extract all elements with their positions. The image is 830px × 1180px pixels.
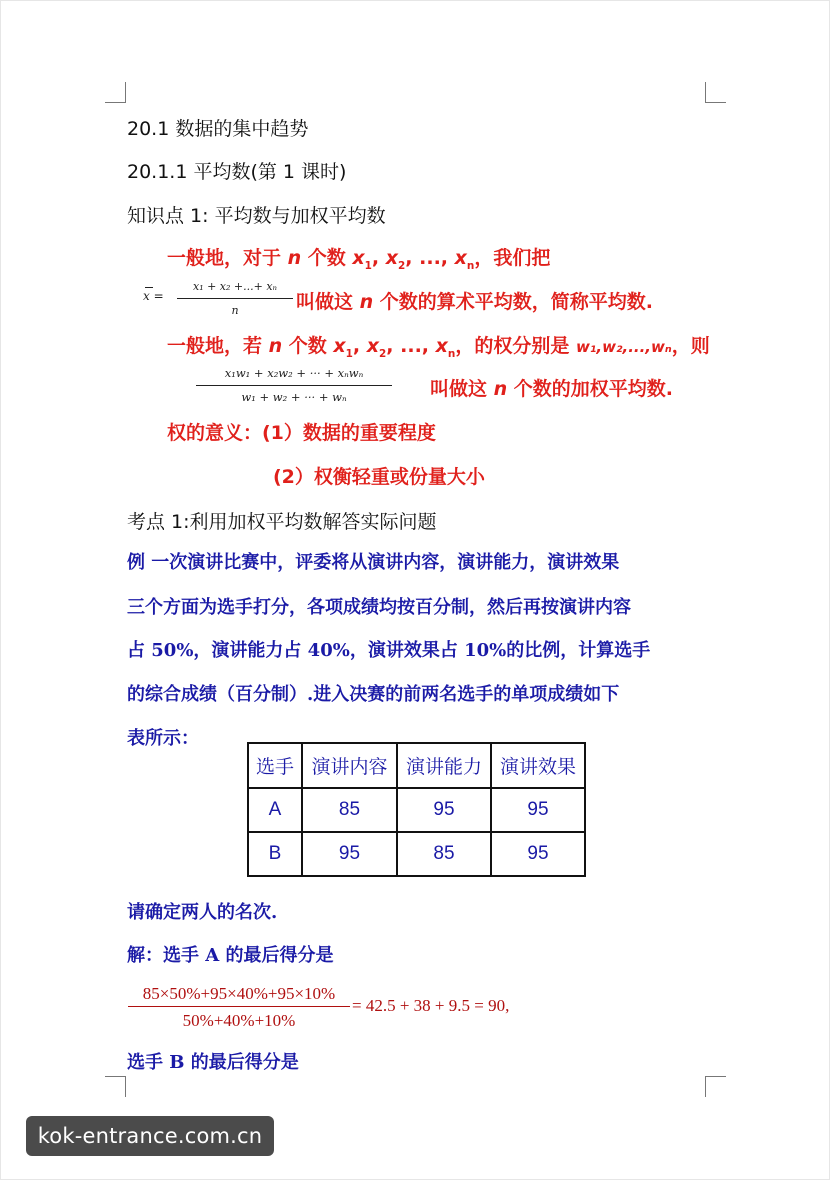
example-line: 三个方面为选手打分，各项成绩均按百分制，然后再按演讲内容 bbox=[127, 597, 631, 618]
fraction-bar bbox=[177, 298, 293, 299]
example-line: 的综合成绩（百分制）.进入决赛的前两名选手的单项成绩如下 bbox=[127, 684, 620, 705]
text: 一般地，对于 bbox=[167, 247, 288, 269]
table-header-row bbox=[248, 743, 585, 788]
table-cell: 95 bbox=[491, 788, 585, 832]
table-row bbox=[248, 788, 585, 832]
mean-formula-denominator: n bbox=[231, 304, 239, 317]
example-line: 占 50%，演讲能力占 40%，演讲效果占 10%的比例，计算选手 bbox=[127, 640, 651, 661]
var-x1: x bbox=[333, 335, 346, 357]
weighted-formula-denominator: w₁ + w₂ + ··· + wₙ bbox=[241, 390, 347, 404]
var-xn: x bbox=[435, 335, 448, 357]
knowledge-point-title: 知识点 1: 平均数与加权平均数 bbox=[127, 205, 386, 227]
example-line: 表所示： bbox=[127, 728, 199, 749]
text: 叫做这 bbox=[296, 291, 360, 313]
text: 个数 bbox=[301, 247, 353, 269]
text: 个数的加权平均数. bbox=[507, 378, 673, 400]
mean-formula-lhs: x = bbox=[143, 289, 164, 303]
table-cell: 95 bbox=[397, 788, 491, 832]
var-n: n bbox=[359, 291, 374, 313]
mean-formula-numerator: x₁ + x₂ +...+ xₙ bbox=[192, 280, 277, 293]
weight-meaning-2: (2）权衡轻重或份量大小 bbox=[273, 466, 485, 488]
table-cell: 85 bbox=[302, 788, 397, 832]
exam-point-title: 考点 1:利用加权平均数解答实际问题 bbox=[127, 511, 437, 533]
question-line: 请确定两人的名次. bbox=[127, 902, 278, 923]
var-x2: x bbox=[366, 335, 380, 357]
table-cell: 95 bbox=[491, 832, 585, 876]
calc-denominator: 50%+40%+10% bbox=[182, 1011, 296, 1030]
calc-numerator: 85×50%+95×40%+95×10% bbox=[142, 984, 336, 1003]
table-row bbox=[248, 832, 585, 876]
text: ，则 bbox=[671, 335, 710, 357]
table-cell: A bbox=[248, 788, 302, 832]
var-n: n bbox=[287, 247, 302, 269]
var-xn: x bbox=[454, 247, 467, 269]
table-cell: 85 bbox=[397, 832, 491, 876]
solution-line: 解：选手 A 的最后得分是 bbox=[127, 945, 334, 966]
crop-mark-top-right bbox=[705, 82, 726, 103]
crop-mark-top-left bbox=[105, 82, 126, 103]
table-header-cell: 演讲能力 bbox=[397, 743, 491, 788]
score-table bbox=[247, 742, 586, 877]
crop-mark-bottom-right bbox=[705, 1076, 726, 1097]
table-header-cell: 演讲效果 bbox=[491, 743, 585, 788]
general-definition-line-1: 一般地，对于 n 个数 $x_1$, $x_2$, ..., $x_n$，我们把 bbox=[167, 247, 551, 272]
weight-meaning-1: 权的意义：(1）数据的重要程度 bbox=[167, 422, 436, 444]
text: 一般地，若 bbox=[167, 335, 269, 357]
table-cell: B bbox=[248, 832, 302, 876]
general-definition-line-2: 一般地，若 n 个数 $x_1$, $x_2$, ..., $x_n$，的权分别是 w₁,w₂,...,wₙ，则 bbox=[167, 335, 710, 360]
weighted-mean-formula bbox=[196, 366, 392, 410]
sub: 2 bbox=[398, 259, 406, 272]
var-n: n bbox=[493, 378, 508, 400]
text: 叫做这 bbox=[430, 378, 494, 400]
var-n: n bbox=[268, 335, 283, 357]
example-line: 例 一次演讲比赛中，评委将从演讲内容，演讲能力，演讲效果 bbox=[127, 552, 620, 573]
subsection-title: 20.1.1 平均数(第 1 课时) bbox=[127, 161, 347, 183]
var-x2: x bbox=[385, 247, 399, 269]
weights: w₁,w₂,...,wₙ bbox=[575, 338, 672, 356]
sub: 1 bbox=[345, 347, 353, 360]
score-calculation bbox=[128, 984, 528, 1034]
text: ，的权分别是 bbox=[455, 335, 576, 357]
weighted-formula-numerator: x₁w₁ + x₂w₂ + ··· + xₙwₙ bbox=[224, 366, 364, 380]
fraction-bar bbox=[196, 385, 392, 386]
crop-mark-bottom-left bbox=[105, 1076, 126, 1097]
watermark: kok-entrance.com.cn bbox=[26, 1116, 274, 1156]
text: 个数 bbox=[282, 335, 334, 357]
sub: n bbox=[466, 259, 475, 272]
sub: n bbox=[447, 347, 456, 360]
mean-formula bbox=[143, 280, 293, 322]
overline-bar bbox=[145, 287, 153, 288]
sub: 1 bbox=[364, 259, 372, 272]
mean-definition bbox=[296, 287, 653, 314]
text: , ..., bbox=[386, 335, 436, 357]
text: ，我们把 bbox=[474, 247, 551, 269]
var-x1: x bbox=[352, 247, 365, 269]
player-b-line: 选手 B 的最后得分是 bbox=[127, 1052, 299, 1073]
calc-result: = 42.5 + 38 + 9.5 = 90, bbox=[352, 996, 510, 1015]
table-header-cell: 选手 bbox=[248, 743, 302, 788]
section-title: 20.1 数据的集中趋势 bbox=[127, 118, 309, 140]
weighted-definition bbox=[430, 374, 673, 401]
table-header-cell: 演讲内容 bbox=[302, 743, 397, 788]
text: , ..., bbox=[405, 247, 455, 269]
text: 个数的算术平均数，简称平均数. bbox=[373, 291, 653, 313]
sub: 2 bbox=[379, 347, 387, 360]
fraction-bar bbox=[128, 1006, 350, 1007]
table-cell: 95 bbox=[302, 832, 397, 876]
